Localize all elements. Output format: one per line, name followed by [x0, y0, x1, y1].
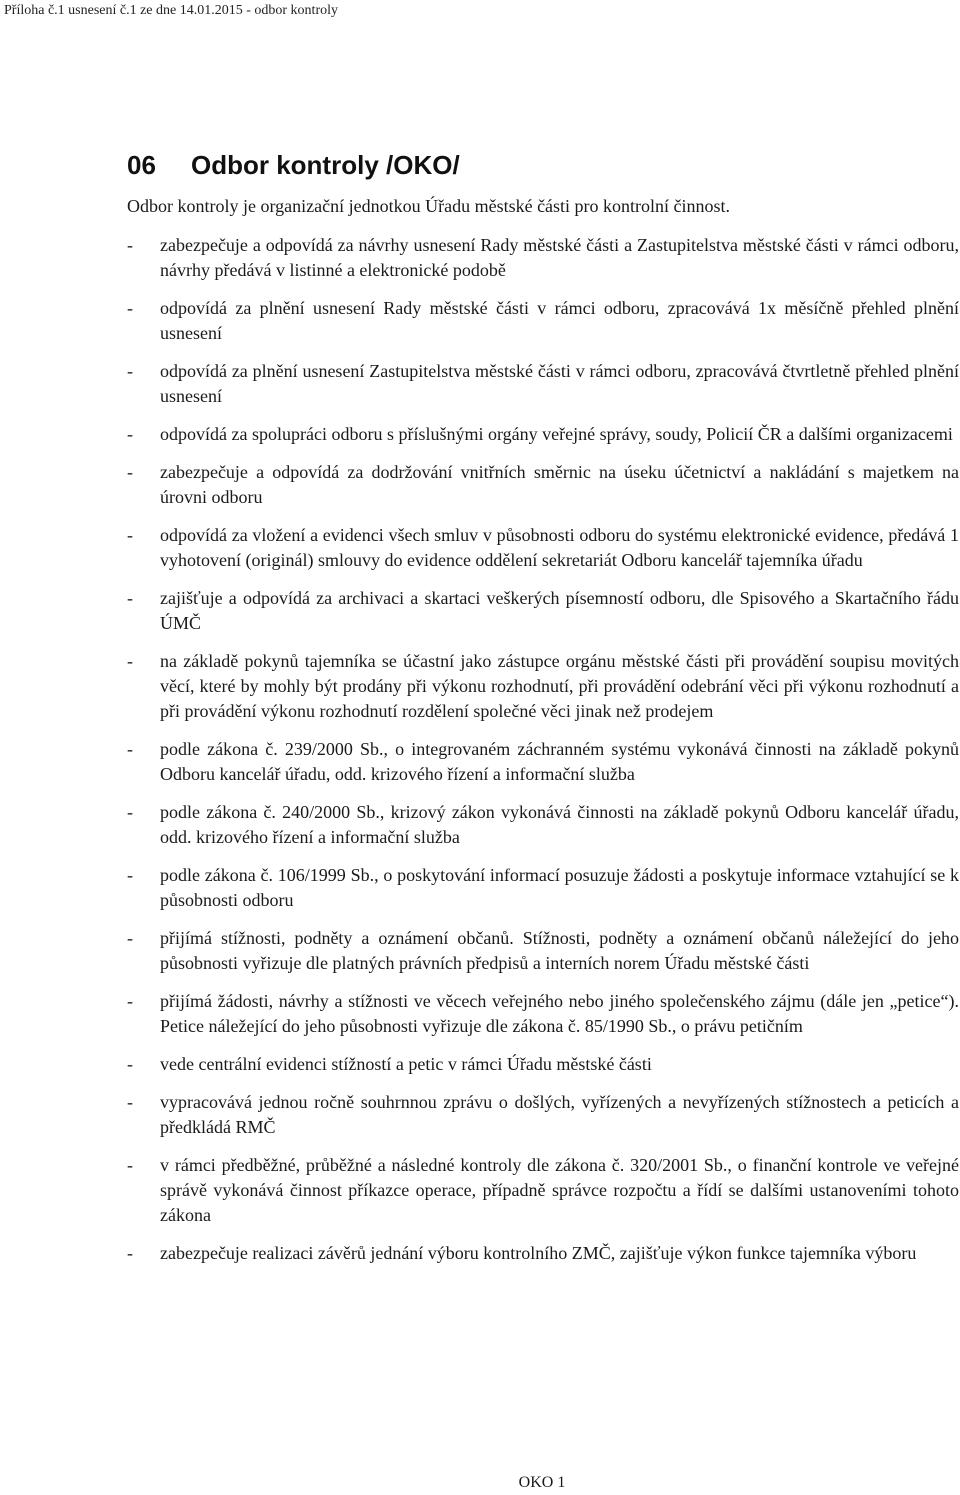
duty-text: podle zákona č. 240/2000 Sb., krizový zákon vykonává činnosti na základě pokynů Odboru kancelář úřadu, odd. krizového řízení a informační služba [160, 802, 959, 847]
duty-text: zabezpečuje realizaci závěrů jednání výboru kontrolního ZMČ, zajišťuje výkon funkce tajemníka výboru [160, 1243, 917, 1263]
bullet-dash: - [127, 739, 133, 759]
duty-text: na základě pokynů tajemníka se účastní jako zástupce orgánu městské části při provádění soupisu movitých věcí, které by mohly být prodány při výkonu rozhodnutí, při provádění odebrání věci při výkonu rozhodnutí a při provádění výkonu rozhodnutí rozdělení společné věci jinak než prodejem [160, 651, 959, 721]
duty-item [127, 989, 959, 1039]
duty-text: vypracovává jednou ročně souhrnnou zprávu o došlých, vyřízených a nevyřízených stížnostech a peticích a předkládá RMČ [160, 1092, 959, 1137]
duty-text: v rámci předběžné, průběžné a následné kontroly dle zákona č. 320/2001 Sb., o finanční kontrole ve veřejné správě vykonává činnost příkazce operace, případně správce rozpočtu a řídí se dalšími ustanoveními tohoto zákona [160, 1155, 959, 1225]
duty-text: odpovídá za plnění usnesení Zastupitelstva městské části v rámci odboru, zpracovává čtvrtletně přehled plnění usnesení [160, 361, 959, 406]
duty-item [127, 1052, 959, 1077]
bullet-dash: - [127, 462, 133, 482]
duty-item [127, 523, 959, 573]
duty-text: zajišťuje a odpovídá za archivaci a skartaci veškerých písemností odboru, dle Spisového a Skartačního řádu ÚMČ [160, 588, 959, 633]
bullet-dash: - [127, 865, 133, 885]
duty-item [127, 586, 959, 636]
bullet-dash: - [127, 1155, 133, 1175]
bullet-dash: - [127, 298, 133, 318]
duty-text: zabezpečuje a odpovídá za dodržování vnitřních směrnic na úseku účetnictví a nakládání s majetkem na úrovni odboru [160, 462, 959, 507]
bullet-dash: - [127, 588, 133, 608]
bullet-dash: - [127, 928, 133, 948]
duty-text: odpovídá za spolupráci odboru s příslušnými orgány veřejné správy, soudy, Policií ČR a dalšími organizacemi [160, 424, 953, 444]
duty-item [127, 359, 959, 409]
duty-item [127, 233, 959, 283]
page-header: Příloha č.1 usnesení č.1 ze dne 14.01.2015 - odbor kontroly [4, 3, 338, 18]
section-number: 06 [127, 150, 156, 180]
section-intro: Odbor kontroly je organizační jednotkou Úřadu městské části pro kontrolní činnost. [127, 196, 731, 216]
bullet-dash: - [127, 424, 133, 444]
duty-text: vede centrální evidenci stížností a petic v rámci Úřadu městské části [160, 1054, 652, 1074]
bullet-dash: - [127, 361, 133, 381]
duty-item [127, 1241, 959, 1266]
duty-item [127, 800, 959, 850]
bullet-dash: - [127, 1243, 133, 1263]
bullet-dash: - [127, 235, 133, 255]
duty-item [127, 460, 959, 510]
duties-list [127, 233, 959, 1279]
duty-item [127, 422, 959, 447]
duty-item [127, 863, 959, 913]
duty-text: přijímá žádosti, návrhy a stížnosti ve věcech veřejného nebo jiného společenského zájmu (dále jen „petice“). Petice náležející do jeho působnosti vyřizuje dle zákona č. 85/1990 Sb., o právu petičním [160, 991, 959, 1036]
duty-item [127, 926, 959, 976]
duty-text: zabezpečuje a odpovídá za návrhy usnesení Rady městské části a Zastupitelstva městské části v rámci odboru, návrhy předává v listinné a elektronické podobě [160, 235, 959, 280]
duty-text: odpovídá za plnění usnesení Rady městské části v rámci odboru, zpracovává 1x měsíčně přehled plnění usnesení [160, 298, 959, 343]
section-heading [127, 148, 460, 182]
duty-item [127, 649, 959, 724]
bullet-dash: - [127, 991, 133, 1011]
duty-item [127, 737, 959, 787]
bullet-dash: - [127, 1054, 133, 1074]
section-title: Odbor kontroly /OKO/ [191, 150, 460, 180]
bullet-dash: - [127, 802, 133, 822]
duty-text: přijímá stížnosti, podněty a oznámení občanů. Stížnosti, podněty a oznámení občanů náležející do jeho působnosti vyřizuje dle platných právních předpisů a interních norem Úřadu městské části [160, 928, 959, 973]
duty-text: podle zákona č. 239/2000 Sb., o integrovaném záchranném systému vykonává činnosti na základě pokynů Odboru kancelář úřadu, odd. krizového řízení a informační služba [160, 739, 959, 784]
page-footer-label: OKO 1 [518, 1474, 566, 1491]
duty-item [127, 1153, 959, 1228]
duty-item [127, 1090, 959, 1140]
bullet-dash: - [127, 525, 133, 545]
duty-text: podle zákona č. 106/1999 Sb., o poskytování informací posuzuje žádosti a poskytuje informace vztahující se k působnosti odboru [160, 865, 959, 910]
bullet-dash: - [127, 651, 133, 671]
duty-text: odpovídá za vložení a evidenci všech smluv v působnosti odboru do systému elektronické evidence, předává 1 vyhotovení (originál) smlouvy do evidence oddělení sekretariát Odboru kancelář tajemníka úřadu [160, 525, 959, 570]
duty-item [127, 296, 959, 346]
bullet-dash: - [127, 1092, 133, 1112]
